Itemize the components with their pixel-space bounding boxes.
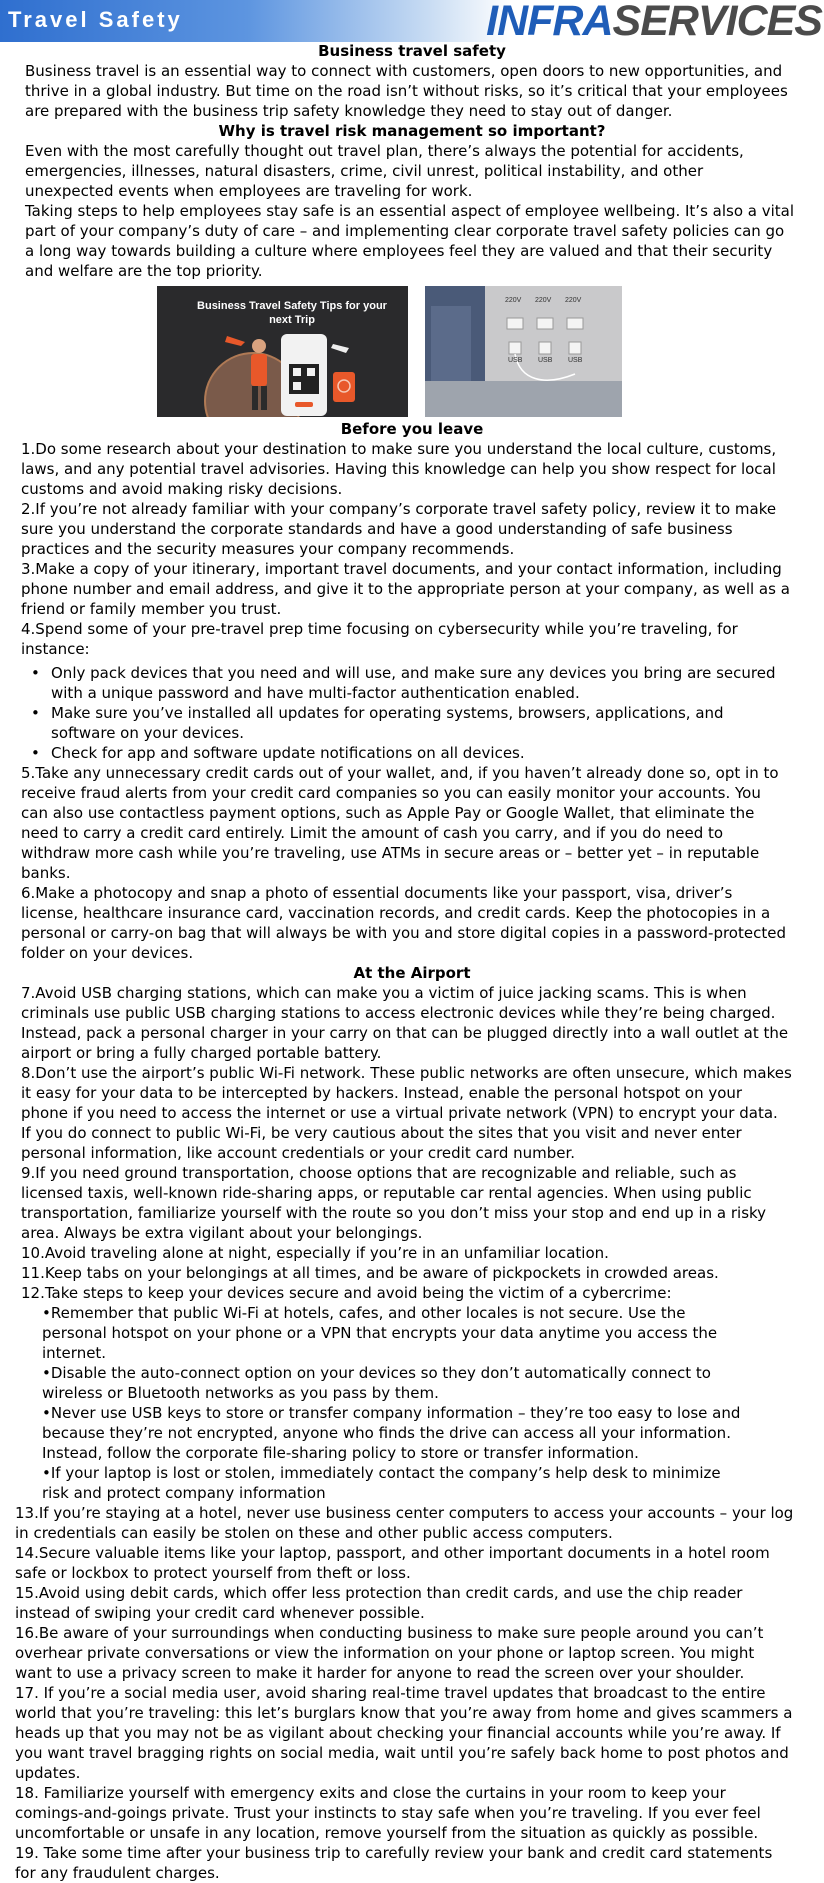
list-item: 14.Secure valuable items like your laptop, passport, and other important documents in a hotel room safe or lockbox to protect yourself from theft or loss. xyxy=(15,1544,770,1582)
poster-illustration xyxy=(157,286,408,417)
airport-heading: At the Airport xyxy=(353,964,471,982)
poster-title: Business Travel Safety Tips for your next Trip xyxy=(197,300,387,326)
logo-services: SERVICES xyxy=(612,0,822,42)
list-item: 11.Keep tabs on your belongings at all times, and be aware of pickpockets in crowded areas. xyxy=(21,1264,719,1282)
travel-tips-poster-image xyxy=(157,286,408,417)
outlet-label: USB xyxy=(538,357,553,364)
list-item: 1.Do some research about your destination to make sure you understand the local culture, customs, laws, and any potential travel advisories. Having this knowledge can help you show respect for local customs and avoid making risky decisions. xyxy=(21,440,777,498)
header-title: Travel Safety xyxy=(8,7,183,32)
importance-heading: Why is travel risk management so important? xyxy=(218,122,606,140)
list-item: 16.Be aware of your surroundings when conducting business to make sure people around you can’t overhear private conversations or view the information on your phone or laptop screen. You might want to use a privacy screen to make it harder for anyone to read the screen over your shoulder. xyxy=(15,1624,764,1682)
list-item: 19. Take some time after your business trip to carefully review your bank and credit card statements for any fraudulent charges. xyxy=(15,1844,773,1882)
list-item: 9.If you need ground transportation, choose options that are recognizable and reliable, such as licensed taxis, well-known ride-sharing apps, or reputable car rental agencies. When using public transportation, familiarize yourself with the route so you don’t miss your stop and end up in a risky area. Always be extra vigilant about your belongings. xyxy=(21,1164,767,1242)
outlet-label: 220V xyxy=(565,297,582,304)
sub-item: •If your laptop is lost or stolen, immediately contact the company’s help desk to minimize risk and protect company information xyxy=(42,1464,721,1502)
importance-paragraph: Even with the most carefully thought out travel plan, there’s always the potential for accidents, emergencies, illnesses, natural disasters, crime, civil unrest, political instability, and other unexpected events when employees are traveling for work. xyxy=(25,142,744,200)
document-body xyxy=(0,41,824,1883)
charging-outlet-photo xyxy=(425,286,622,417)
intro-paragraph: Business travel is an essential way to connect with customers, open doors to new opportunities, and thrive in a global industry. But time on the road isn’t without risks, so it’s critical that your employees are prepared with the business trip safety knowledge they need to stay out of danger. xyxy=(25,62,788,120)
infraservices-logo xyxy=(486,0,822,42)
list-item: 6.Make a photocopy and snap a photo of essential documents like your passport, visa, driver’s license, healthcare insurance card, vaccination records, and credit cards. Keep the photocopies in a personal or carry-on bag that will always be with you and store digital copies in a password-protected folder on your devices. xyxy=(21,884,786,962)
logo-infra: INFRA xyxy=(486,0,613,42)
list-item: 7.Avoid USB charging stations, which can make you a victim of juice jacking scams. This is when criminals use public USB charging stations to access electronic devices while they’re being charged. Instead, pack a personal charger in your carry on that can be plugged directly into a wall outlet at the airport or bring a fully charged portable battery. xyxy=(21,984,789,1062)
bullet-item: • Make sure you’ve installed all updates for operating systems, browsers, applications, and software on your devices. xyxy=(51,703,784,743)
outlet-label: USB xyxy=(568,357,583,364)
list-item: 15.Avoid using debit cards, which offer less protection than credit cards, and use the chip reader instead of swiping your credit card whenever possible. xyxy=(15,1584,743,1622)
list-item: 10.Avoid traveling alone at night, especially if you’re in an unfamiliar location. xyxy=(21,1244,609,1262)
list-item: 2.If you’re not already familiar with your company’s corporate travel safety policy, review it to make sure you understand the corporate standards and have a good understanding of safe business practices and the security measures your company recommends. xyxy=(21,500,777,558)
importance-paragraph: Taking steps to help employees stay safe is an essential aspect of employee wellbeing. It’s also a vital part of your company’s duty of care – and implementing clear corporate travel safety policies can go a long way towards building a culture where employees feel they are valued and that their security and welfare are the top priority. xyxy=(25,202,795,280)
list-item: 8.Don’t use the airport’s public Wi-Fi network. These public networks are often unsecure, which makes it easy for your data to be intercepted by hackers. Instead, enable the personal hotspot on your phone if you need to access the internet or use a virtual private network (VPN) to encrypt your data. If you do connect to public Wi-Fi, be very cautious about the sites that you visit and never enter personal information, like account credentials or your credit card number. xyxy=(21,1064,792,1162)
illustration-row xyxy=(0,286,824,417)
cybersecurity-bullet-list xyxy=(0,663,824,763)
sub-item: •Disable the auto-connect option on your devices so they don’t automatically connect to wireless or Bluetooth networks as you pass by them. xyxy=(42,1364,711,1402)
outlet-label: 220V xyxy=(535,297,552,304)
sub-item: •Never use USB keys to store or transfer company information – they’re too easy to lose and because they’re not encrypted, anyone who finds the drive can access all your information. Instead, follow the corporate file-sharing policy to store or transfer information. xyxy=(42,1404,741,1462)
bullet-item: • Check for app and software update notifications on all devices. xyxy=(51,743,784,763)
list-item: 13.If you’re staying at a hotel, never use business center computers to access your accounts – your log in credentials can easily be stolen on these and other public access computers. xyxy=(15,1504,794,1542)
list-item: 17. If you’re a social media user, avoid sharing real-time travel updates that broadcast to the entire world that you’re traveling: this let’s burglars know that you’re away from home and gives scammers a heads up that you may not be as vigilant about checking your financial accounts while you’re away. If you want travel bragging rights on social media, wait until you’re safely back home to post photos and updates. xyxy=(15,1684,793,1782)
list-item: 4.Spend some of your pre-travel prep time focusing on cybersecurity while you’re traveling, for instance: xyxy=(21,620,738,658)
intro-heading: Business travel safety xyxy=(318,42,506,60)
outlet-label: USB xyxy=(508,357,523,364)
outlet-label: 220V xyxy=(505,297,522,304)
list-item: 5.Take any unnecessary credit cards out of your wallet, and, if you haven’t already done so, opt in to receive fraud alerts from your credit card companies so you can easily monitor your accounts. You can also use contactless payment options, such as Apple Pay or Google Wallet, that eliminate the need to carry a credit card entirely. Limit the amount of cash you carry, and if you do need to withdraw more cash while you’re traveling, use ATMs in secure areas or – better yet – in reputable banks. xyxy=(21,764,779,882)
before-heading: Before you leave xyxy=(340,420,484,438)
outlet-illustration xyxy=(425,286,622,417)
bullet-item: • Only pack devices that you need and will use, and make sure any devices you bring are secured with a unique password and have multi-factor authentication enabled. xyxy=(51,663,784,703)
list-item: 18. Familiarize yourself with emergency exits and close the curtains in your room to keep your comings-and-goings private. Trust your instincts to stay safe when you’re traveling. If you ever feel uncomfortable or unsafe in any location, remove yourself from the situation as quickly as possible. xyxy=(15,1784,761,1842)
page-header xyxy=(0,0,824,42)
sub-item: •Remember that public Wi-Fi at hotels, cafes, and other locales is not secure. Use the personal hotspot on your phone or a VPN that encrypts your data anytime you access the internet. xyxy=(42,1304,718,1362)
list-item: 12.Take steps to keep your devices secure and avoid being the victim of a cybercrime: xyxy=(21,1284,672,1302)
list-item: 3.Make a copy of your itinerary, important travel documents, and your contact information, including phone number and email address, and give it to the appropriate person at your company, as well as a friend or family member you trust. xyxy=(21,560,790,618)
